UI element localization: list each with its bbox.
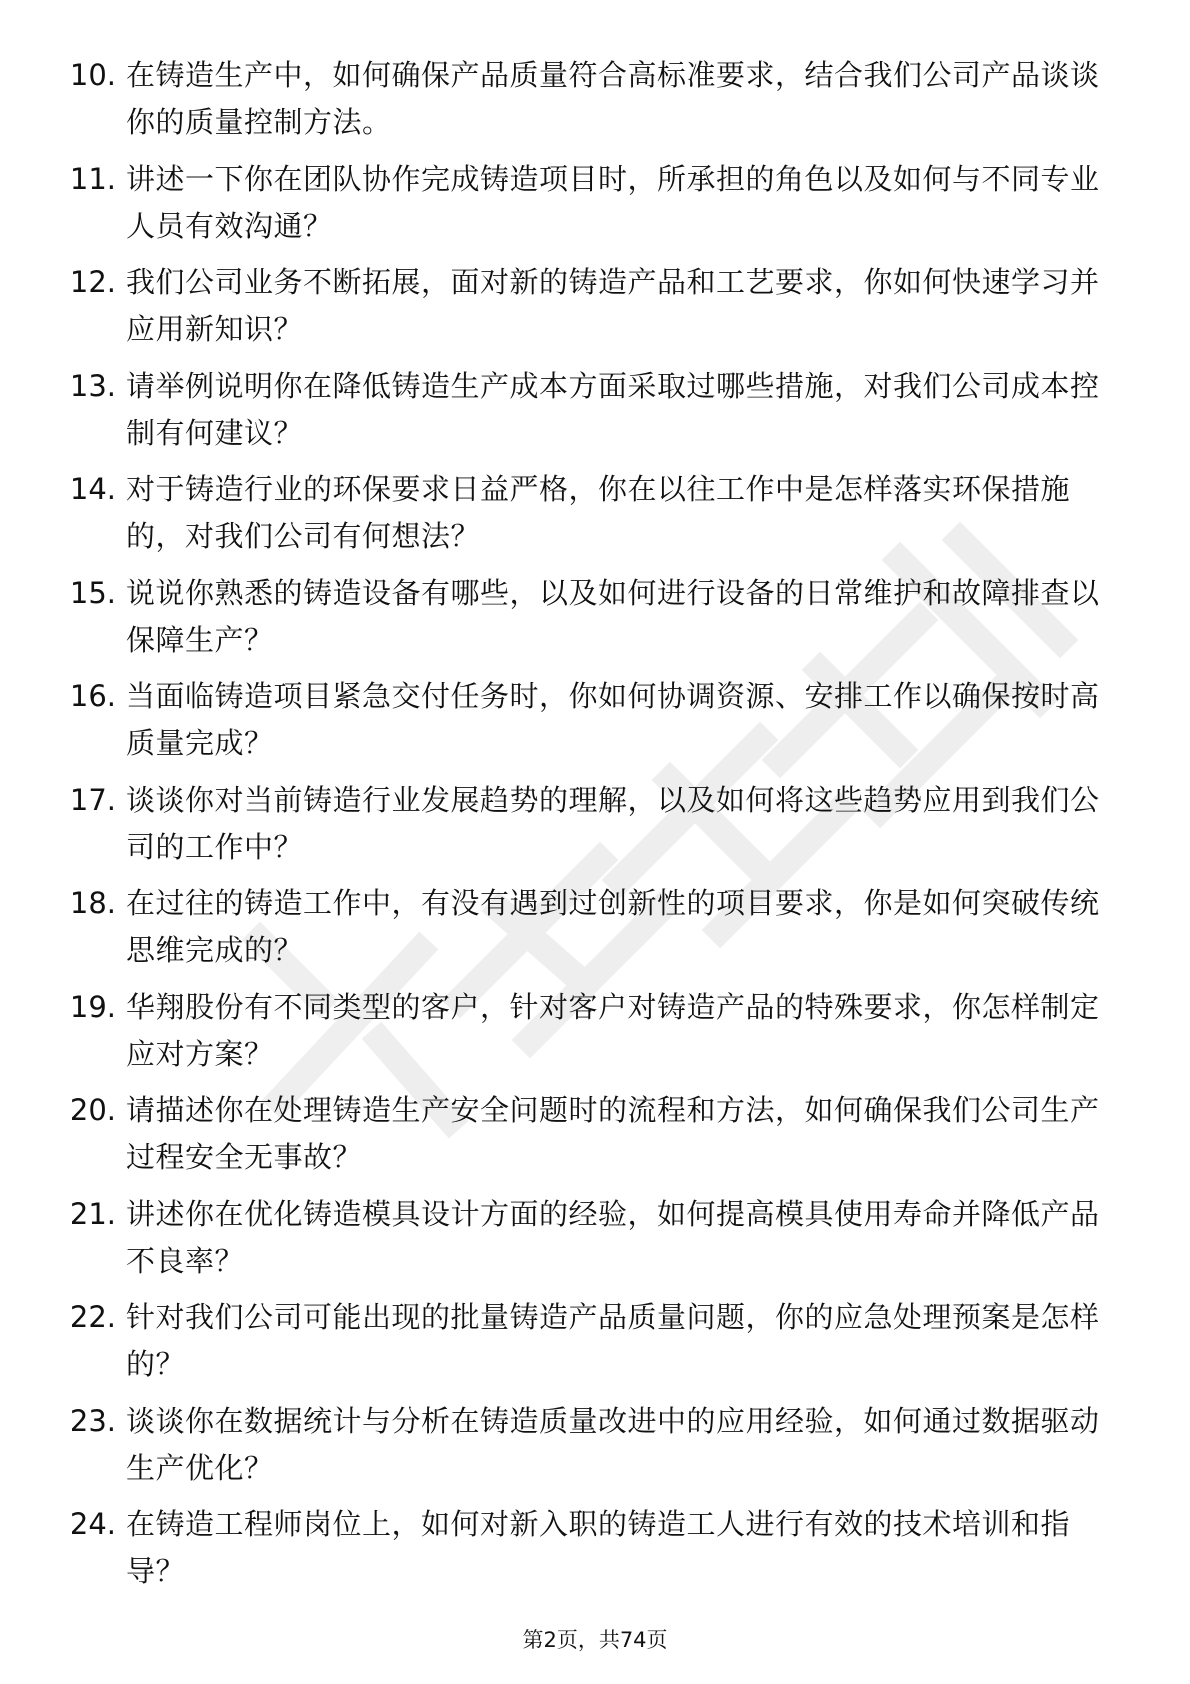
question-item [56,984,1136,1088]
question-number: 14. [69,472,116,506]
question-item [56,1398,1136,1502]
question-text: 对于铸造行业的环保要求日益严格，你在以往工作中是怎样落实环保措施的，对我们公司有何想法？ [126,472,1071,553]
question-number: 21. [69,1196,116,1231]
question-text: 请描述你在处理铸造生产安全问题时的流程和方法，如何确保我们公司生产过程安全无事故？ [126,1093,1100,1174]
question-number: 15. [69,575,116,610]
question-number: 19. [69,989,116,1024]
question-number: 17. [69,782,116,817]
question-number: 12. [69,265,116,299]
question-text: 针对我们公司可能出现的批量铸造产品质量问题，你的应急处理预案是怎样的？ [126,1300,1100,1381]
question-number: 11. [69,161,116,196]
question-number: 20. [69,1093,116,1127]
question-text: 谈谈你对当前铸造行业发展趋势的理解，以及如何将这些趋势应用到我们公司的工作中？ [126,782,1100,864]
page-footer [0,1624,1190,1654]
question-item [56,466,1136,570]
question-text: 当面临铸造项目紧急交付任务时，你如何协调资源、安排工作以确保按时高质量完成？ [126,679,1100,760]
question-number: 24. [69,1507,116,1541]
question-item [56,1501,1136,1605]
question-item [56,1087,1136,1191]
question-item [56,52,1136,156]
question-number: 16. [69,679,116,713]
question-text: 在铸造工程师岗位上，如何对新入职的铸造工人进行有效的技术培训和指导？ [126,1507,1071,1588]
question-item [56,1191,1136,1295]
question-item [56,363,1136,467]
question-number: 18. [69,886,116,920]
question-item [56,777,1136,881]
question-text: 在铸造生产中，如何确保产品质量符合高标准要求，结合我们公司产品谈谈你的质量控制方法。 [126,58,1100,139]
question-text: 谈谈你在数据统计与分析在铸造质量改进中的应用经验，如何通过数据驱动生产优化？ [126,1403,1100,1485]
question-item [56,880,1136,984]
question-text: 说说你熟悉的铸造设备有哪些，以及如何进行设备的日常维护和故障排查以保障生产？ [126,575,1100,657]
question-text: 在过往的铸造工作中，有没有遇到过创新性的项目要求，你是如何突破传统思维完成的？ [126,886,1100,967]
question-number: 10. [69,58,116,92]
question-number: 23. [69,1403,116,1438]
question-text: 讲述你在优化铸造模具设计方面的经验，如何提高模具使用寿命并降低产品不良率？ [126,1196,1100,1278]
question-text: 讲述一下你在团队协作完成铸造项目时，所承担的角色以及如何与不同专业人员有效沟通？ [126,161,1100,243]
page-number-label: 第2页，共74页 [522,1628,668,1652]
question-item [56,156,1136,260]
question-item [56,673,1136,777]
question-list [56,52,1136,1605]
question-text: 请举例说明你在降低铸造生产成本方面采取过哪些措施，对我们公司成本控制有何建议？ [126,368,1100,450]
question-item [56,570,1136,674]
question-item [56,1294,1136,1398]
question-number: 13. [69,368,116,403]
question-text: 华翔股份有不同类型的客户，针对客户对铸造产品的特殊要求，你怎样制定应对方案？ [126,989,1100,1071]
question-number: 22. [69,1300,116,1334]
question-text: 我们公司业务不断拓展，面对新的铸造产品和工艺要求，你如何快速学习并应用新知识？ [126,265,1100,346]
question-item [56,259,1136,363]
